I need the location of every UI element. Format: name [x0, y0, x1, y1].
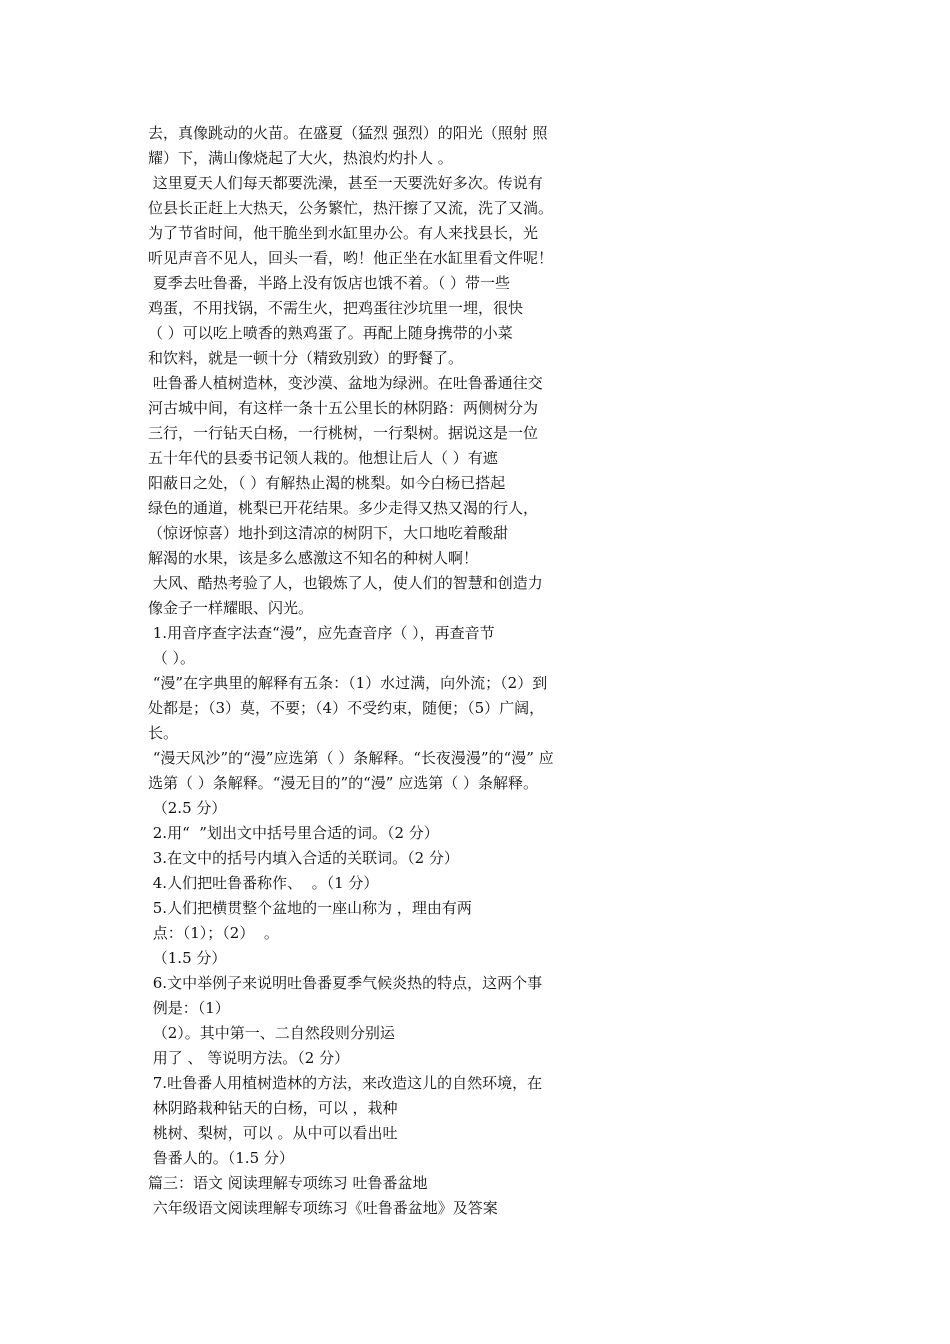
- document-body: [148, 121, 868, 1221]
- text-line: 河古城中间，有这样一条十五公里长的林阴路：两侧树分为: [148, 399, 539, 417]
- question-line: 选第（ ）条解释。“漫无目的”的“漫” 应选第（ ）条解释。: [148, 774, 538, 792]
- question-line: 用了 、 等说明方法。（2 分）: [148, 1049, 350, 1067]
- question-line: 1.用音序查字法查“漫”，应先查音序（ ），再查音节: [148, 624, 495, 642]
- question-line: 6.文中举例子来说明吐鲁番夏季气候炎热的特点，这两个事: [148, 974, 543, 992]
- question-line: 例是：（1）: [148, 999, 230, 1017]
- text-line: 夏季去吐鲁番，半路上没有饭店也饿不着。（ ）带一些: [148, 274, 511, 292]
- text-line: （惊讶惊喜）地扑到这清凉的树阴下，大口地吃着酸甜: [148, 524, 509, 542]
- question-line: 处都是；（3）莫，不要；（4）不受约束，随便；（5）广阔，: [148, 699, 545, 717]
- question-line: 点：（1）；（2） 。: [148, 924, 279, 942]
- question-line: “漫天风沙”的“漫”应选第（ ）条解释。“长夜漫漫”的“漫” 应: [148, 749, 554, 767]
- text-line: 吐鲁番人植树造林，变沙漠、盆地为绿洲。在吐鲁番通往交: [148, 374, 543, 392]
- question-line: 7.吐鲁番人用植树造林的方法，来改造这儿的自然环境，在: [148, 1074, 543, 1092]
- question-line: （1.5 分）: [148, 949, 227, 967]
- section-subheading: 六年级语文阅读理解专项练习《吐鲁番盆地》及答案: [148, 1199, 498, 1217]
- text-line: 这里夏天人们每天都要洗澡，甚至一天要洗好多次。传说有: [148, 174, 543, 192]
- question-line: 长。: [148, 724, 179, 742]
- text-line: 去，真像跳动的火苗。在盛夏（猛烈 强烈）的阳光（照射 照: [148, 124, 548, 142]
- text-line: 位县长正赶上大热天，公务繁忙，热汗擦了又流，洗了又淌。: [148, 199, 554, 217]
- text-line: 鸡蛋，不用找锅，不需生火，把鸡蛋往沙坑里一埋，很快: [148, 299, 524, 317]
- question-line: 林阴路栽种钻天的白杨，可以 ，栽种: [148, 1099, 398, 1117]
- question-line: 2.用“ ”划出文中括号里合适的词。（2 分）: [148, 824, 439, 842]
- text-line: 大风、酷热考验了人，也锻炼了人，使人们的智慧和创造力: [148, 574, 543, 592]
- text-line: 解渴的水果，该是多么感激这不知名的种树人啊！: [148, 549, 479, 567]
- question-line: （2）。其中第一、二自然段则分别运: [148, 1024, 395, 1042]
- text-line: 像金子一样耀眼、闪光。: [148, 599, 314, 617]
- question-line: 鲁番人的。（1.5 分）: [148, 1149, 294, 1167]
- text-line: （ ）可以吃上喷香的熟鸡蛋了。再配上随身携带的小菜: [148, 324, 513, 342]
- section-heading: 篇三：语文 阅读理解专项练习 吐鲁番盆地: [148, 1174, 428, 1192]
- text-line: 阳蔽日之处，（ ）有解热止渴的桃梨。如今白杨已搭起: [148, 474, 506, 492]
- question-line: 4.人们把吐鲁番称作、 。（1 分）: [148, 874, 379, 892]
- question-line: （ ）。: [148, 649, 196, 667]
- text-line: 耀）下，满山像烧起了大火，热浪灼灼扑人 。: [148, 149, 453, 167]
- text-line: 听见声音不见人，回头一看，哟！他正坐在水缸里看文件呢！: [148, 249, 554, 267]
- question-line: 3.在文中的括号内填入合适的关联词。（2 分）: [148, 849, 459, 867]
- question-line: “漫”在字典里的解释有五条：（1）水过满，向外流；（2）到: [148, 674, 548, 692]
- question-line: （2.5 分）: [148, 799, 227, 817]
- text-line: 和饮料，就是一顿十分（精致别致）的野餐了。: [148, 349, 464, 367]
- text-line: 三行，一行钻天白杨，一行桃树，一行梨树。据说这是一位: [148, 424, 539, 442]
- question-line: 5.人们把横贯整个盆地的一座山称为 ，理由有两: [148, 899, 472, 917]
- text-line: 绿色的通道，桃梨已开花结果。多少走得又热又渴的行人，: [148, 499, 539, 517]
- text-line: 为了节省时间，他干脆坐到水缸里办公。有人来找县长，光: [148, 224, 539, 242]
- text-line: 五十年代的县委书记领人栽的。他想让后人（ ）有遮: [148, 449, 498, 467]
- question-line: 桃树、梨树，可以 。从中可以看出吐: [148, 1124, 398, 1142]
